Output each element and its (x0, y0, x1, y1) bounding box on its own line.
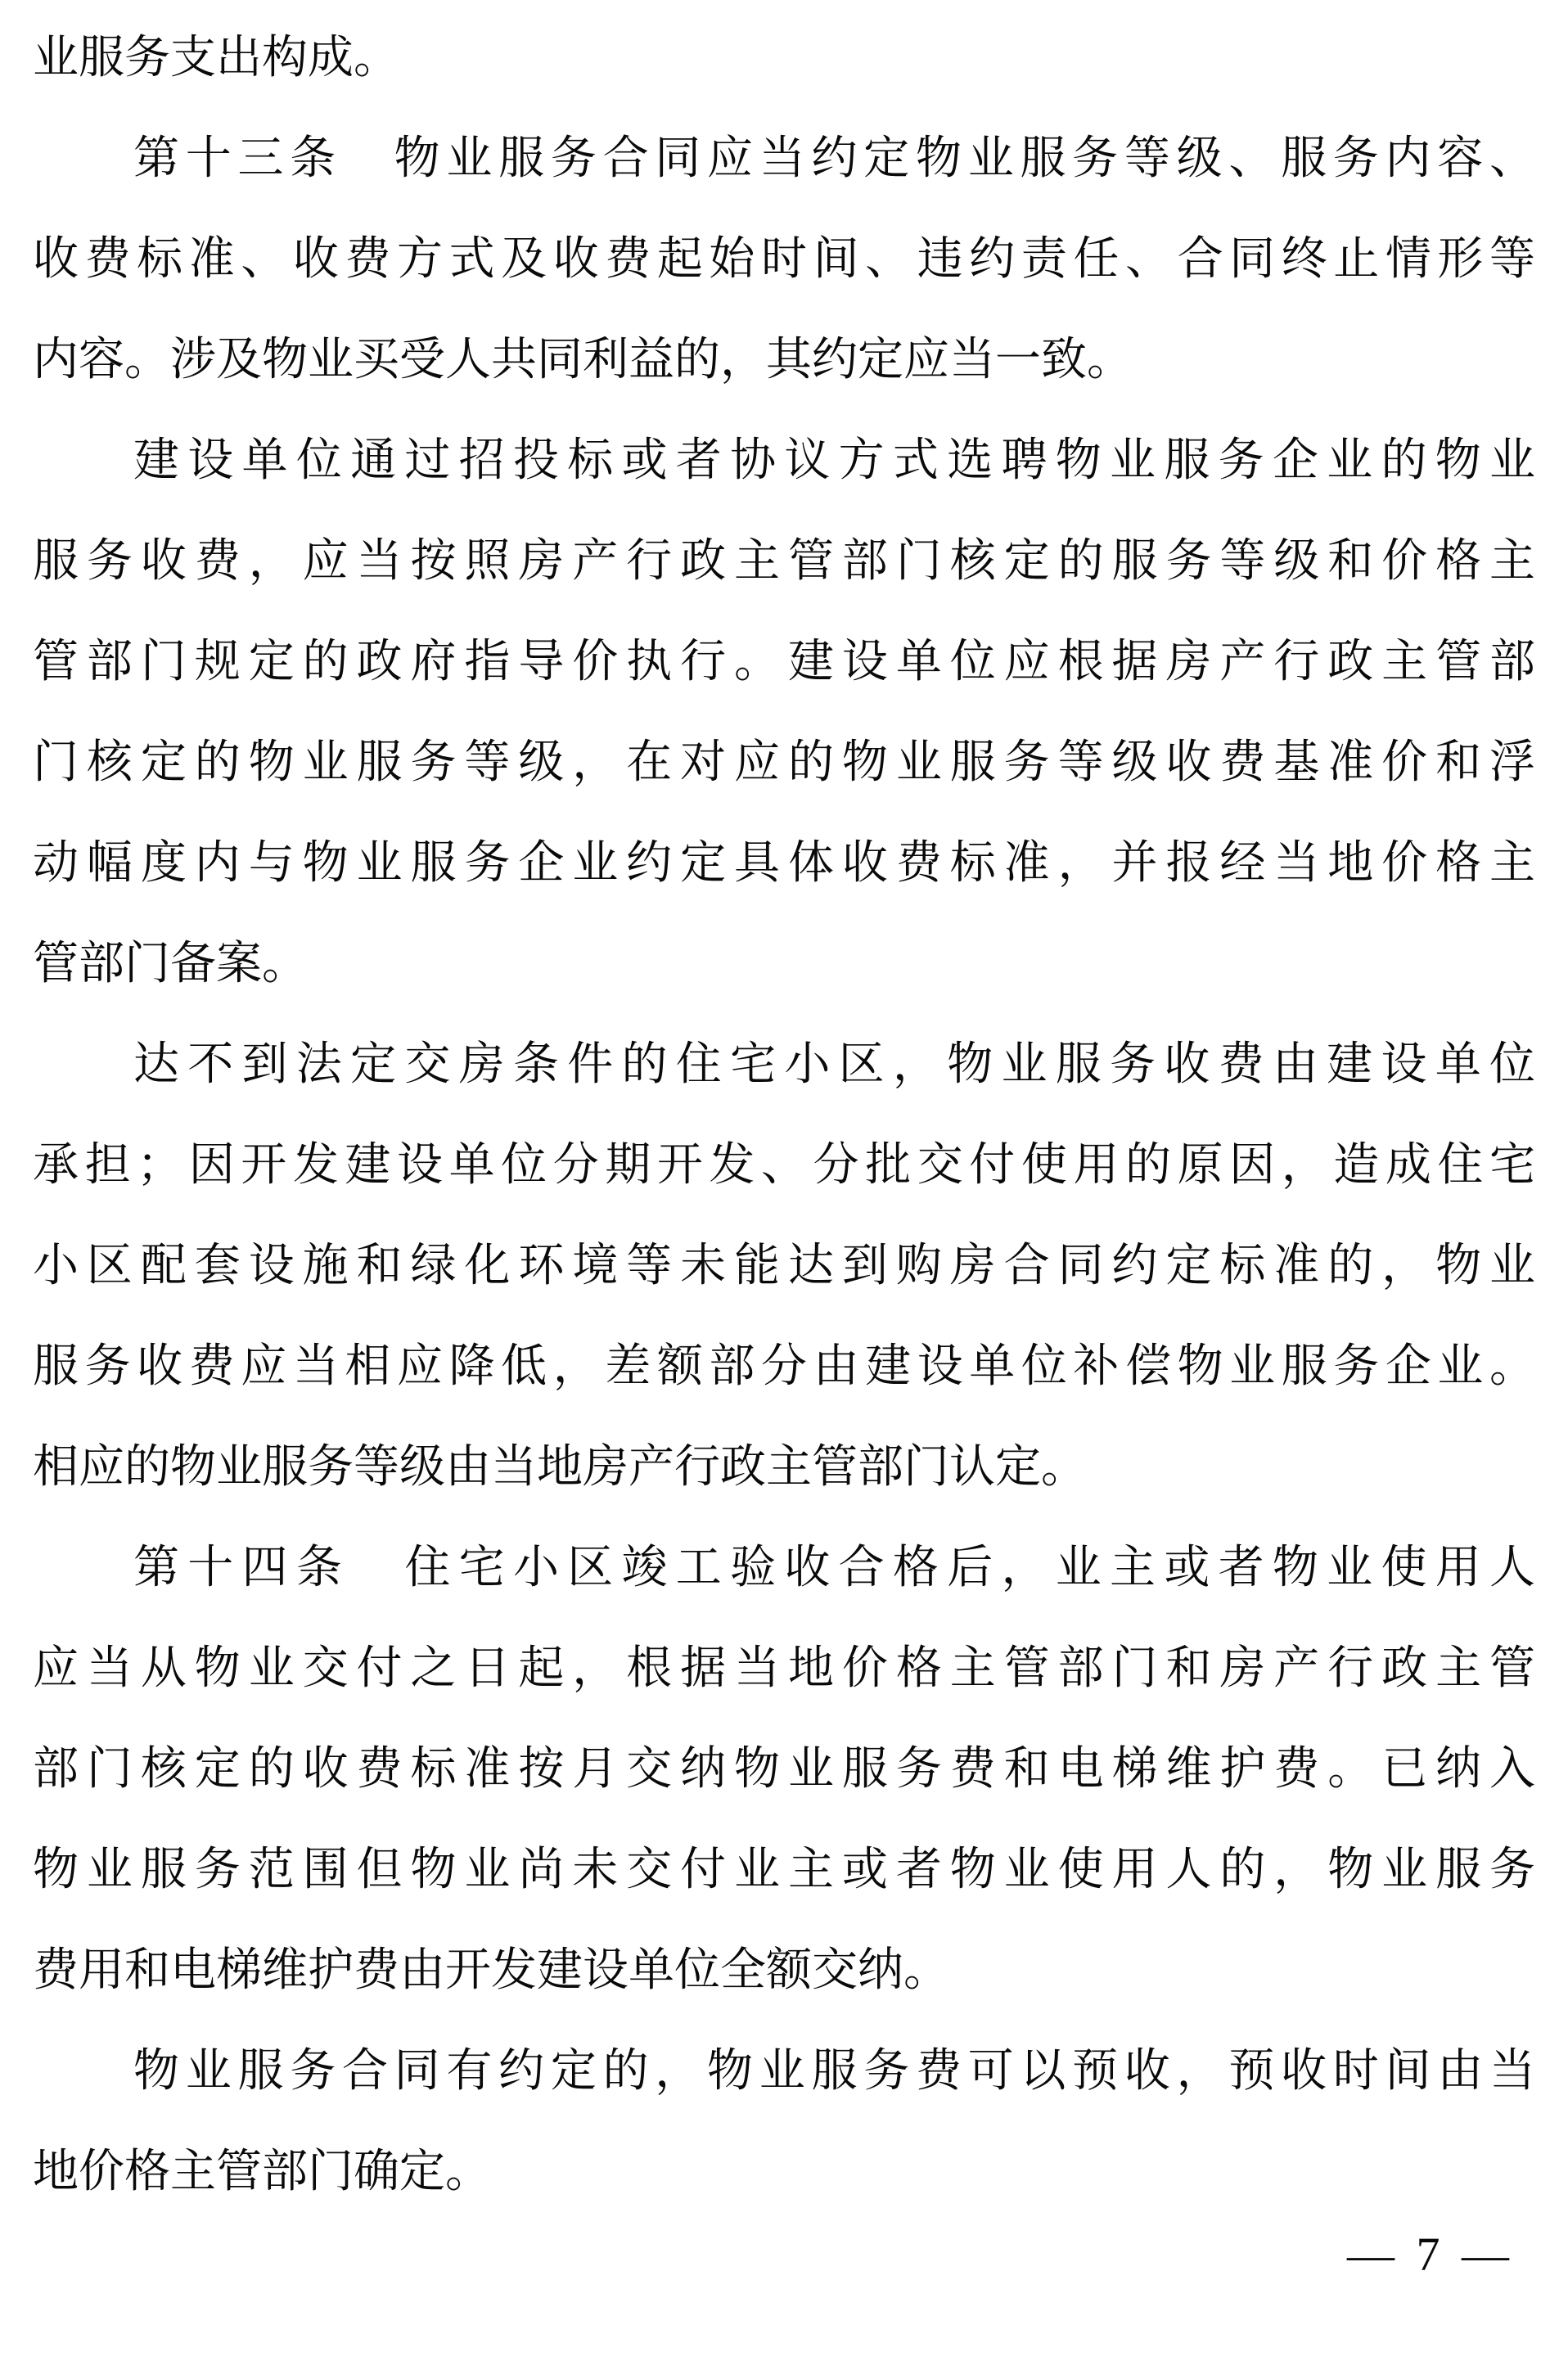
text-line: 内容。涉及物业买受人共同利益的，其约定应当一致。 (33, 335, 1133, 385)
text-line: 承担；因开发建设单位分期开发、分批交付使用的原因，造成住宅 (33, 1140, 1535, 1191)
text-line: 门核定的物业服务等级，在对应的物业服务等级收费基准价和浮 (33, 737, 1535, 788)
text-line: 小区配套设施和绿化环境等未能达到购房合同约定标准的，物业 (33, 1241, 1535, 1291)
text-line: 达不到法定交房条件的住宅小区，物业服务收费由建设单位 (133, 1039, 1535, 1090)
text-line: 费用和电梯维护费由开发建设单位全额交纳。 (33, 1945, 949, 1996)
text-line: 业服务支出构成。 (33, 33, 399, 83)
text-line: 部门核定的收费标准按月交纳物业服务费和电梯维护费。已纳入 (33, 1744, 1535, 1795)
text-line: 应当从物业交付之日起，根据当地价格主管部门和房产行政主管 (33, 1643, 1535, 1694)
text-line: 物业服务范围但物业尚未交付业主或者物业使用人的，物业服务 (33, 1845, 1535, 1895)
text-line: 服务收费，应当按照房产行政主管部门核定的服务等级和价格主 (33, 536, 1535, 587)
text-line: 动幅度内与物业服务企业约定具体收费标准，并报经当地价格主 (33, 838, 1535, 889)
text-line: 建设单位通过招投标或者协议方式选聘物业服务企业的物业 (133, 435, 1535, 486)
page-number: — 7 — (1347, 2228, 1514, 2281)
text-line: 地价格主管部门确定。 (33, 2147, 491, 2197)
text-line: 收费标准、收费方式及收费起始时间、违约责任、合同终止情形等 (33, 234, 1535, 285)
text-line: 服务收费应当相应降低，差额部分由建设单位补偿物业服务企业。 (33, 1341, 1535, 1392)
text-line: 物业服务合同有约定的，物业服务费可以预收，预收时间由当 (133, 2046, 1535, 2097)
text-line-article-13: 第十三条 物业服务合同应当约定物业服务等级、服务内容、 (133, 133, 1535, 184)
text-line: 相应的物业服务等级由当地房产行政主管部门认定。 (33, 1442, 1087, 1493)
text-line: 管部门备案。 (33, 939, 308, 989)
text-line-article-14: 第十四条 住宅小区竣工验收合格后，业主或者物业使用人 (133, 1543, 1535, 1593)
text-line: 管部门规定的政府指导价执行。建设单位应根据房产行政主管部 (33, 637, 1535, 687)
